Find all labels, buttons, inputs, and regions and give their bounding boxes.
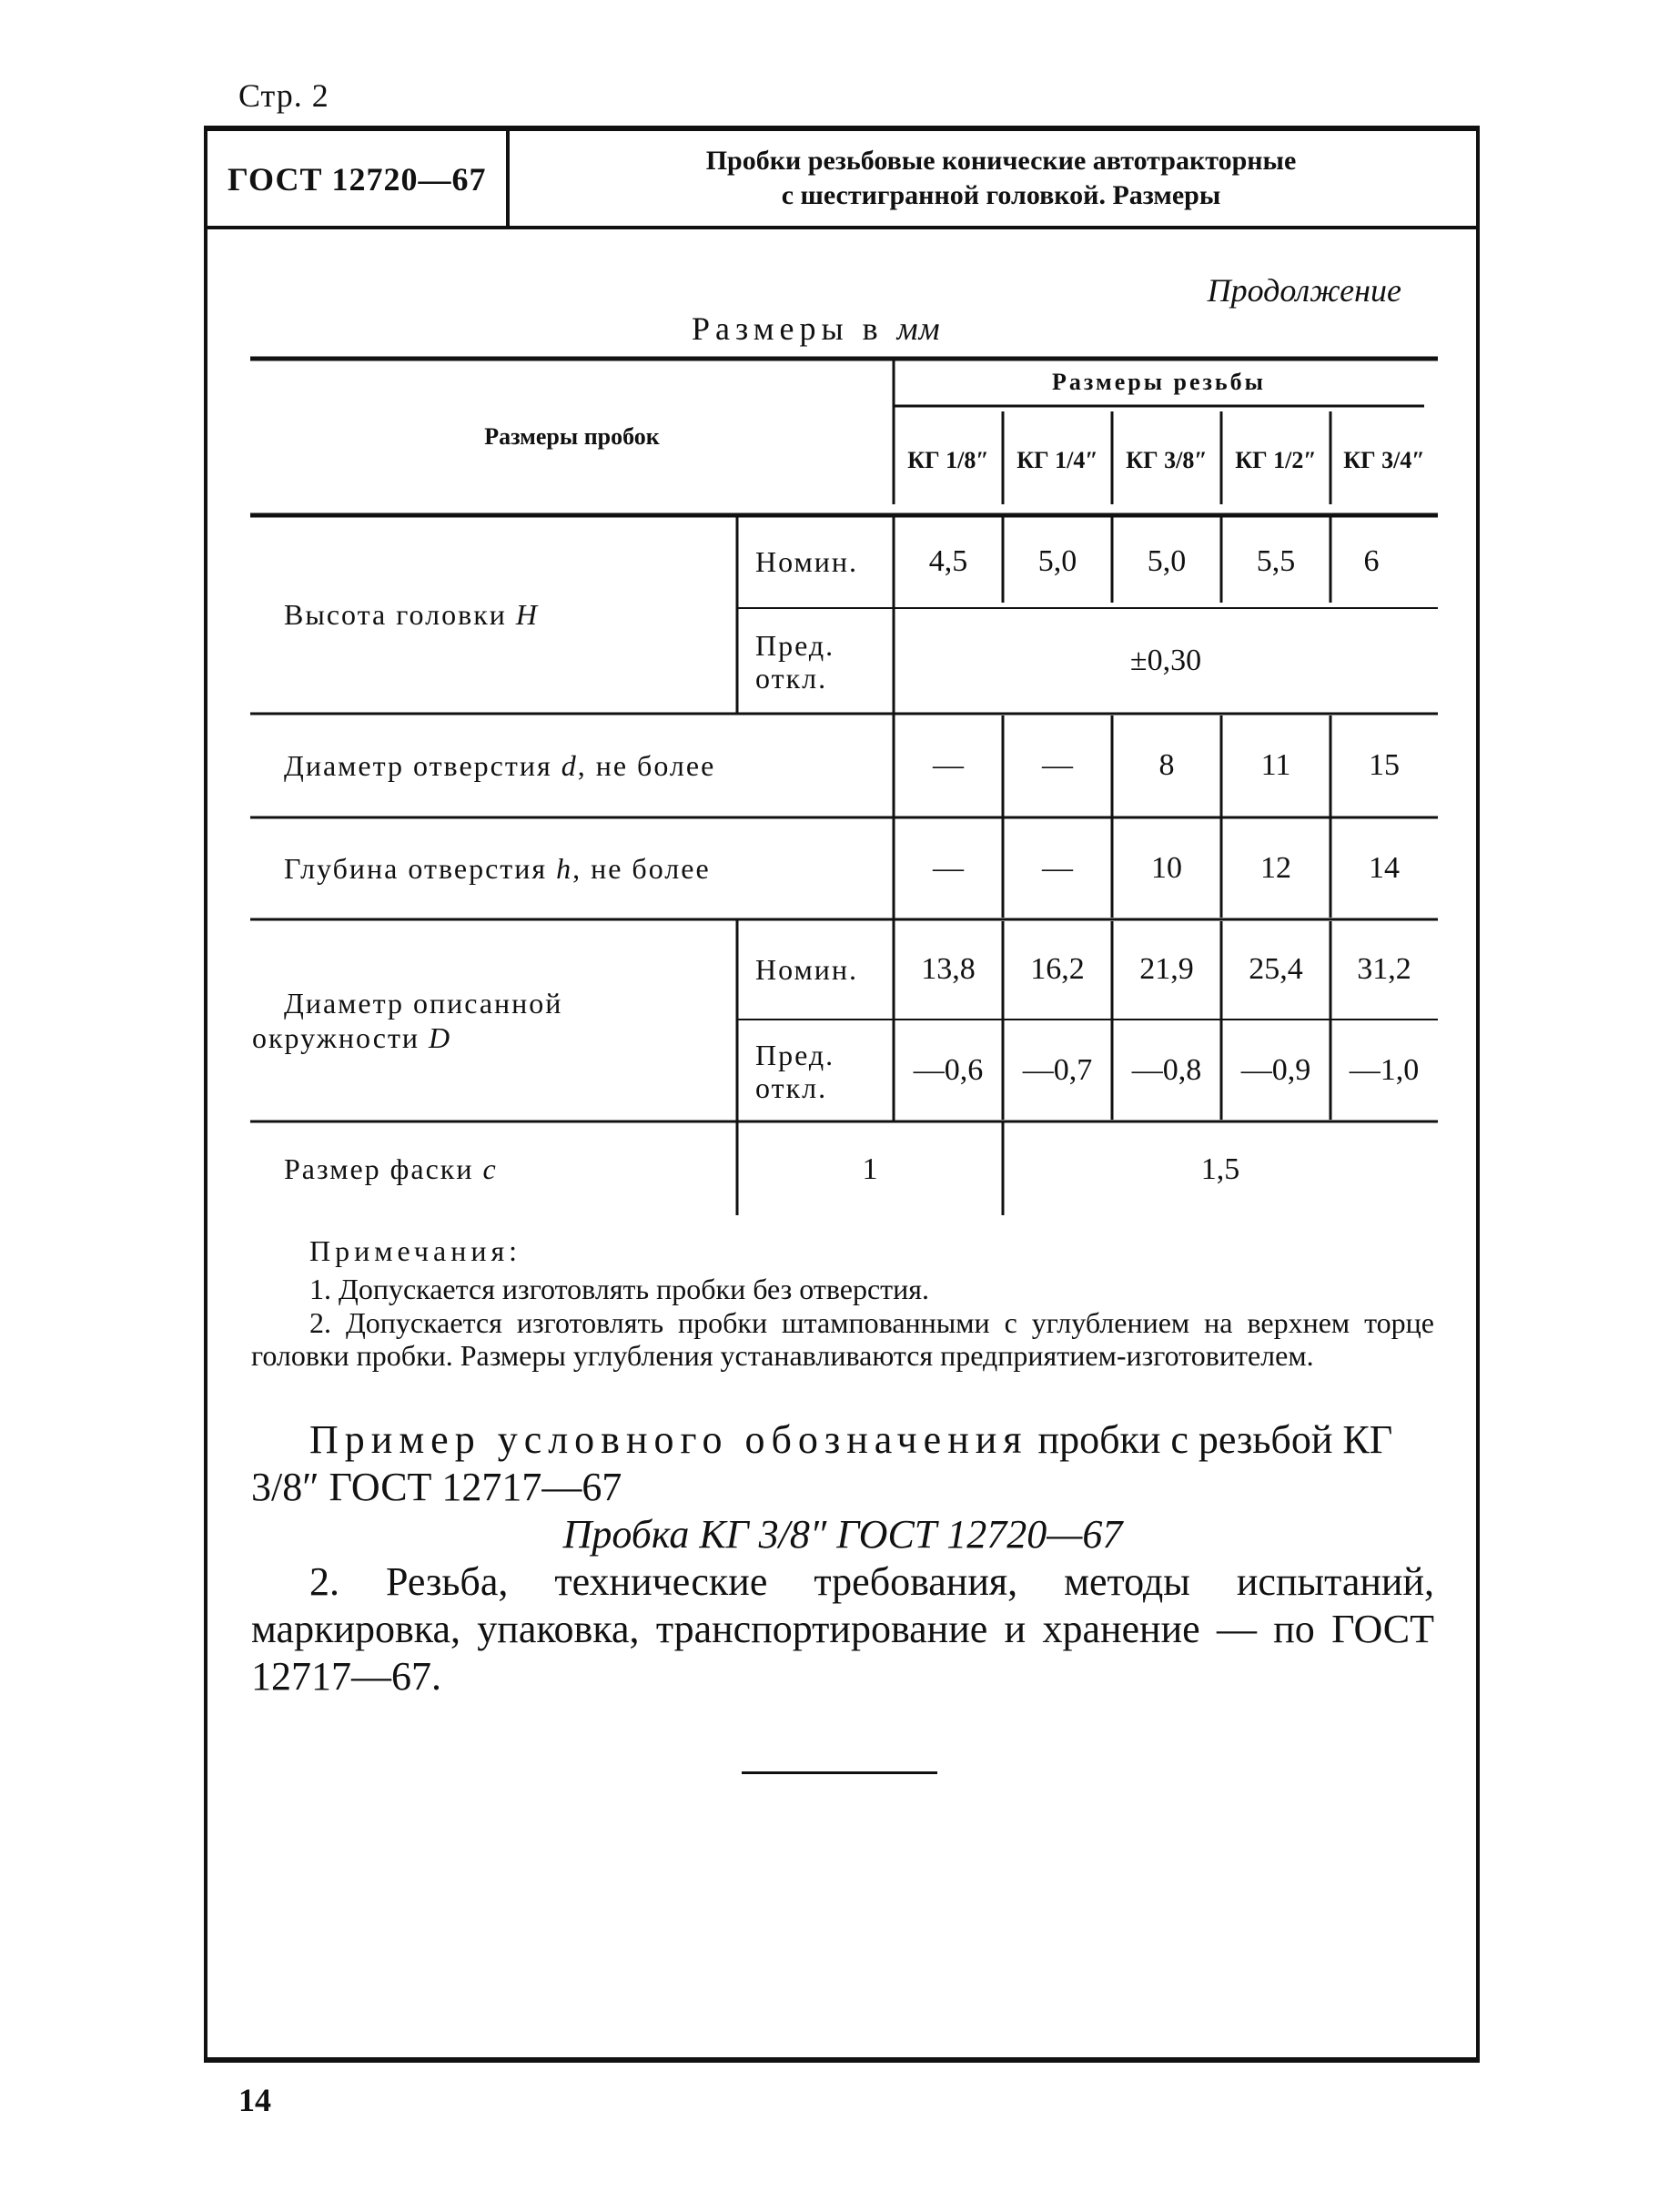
title-line-2: с шестигранной головкой. Размеры <box>781 180 1221 210</box>
table-cell: 5,5 <box>1256 544 1296 578</box>
row-label-text: Глубина отверстия <box>284 851 548 885</box>
table-cell: —1,0 <box>1349 1053 1420 1087</box>
header-vertical-divider <box>506 131 510 226</box>
title-line-1: Пробки резьбовые конические автотракторные <box>705 146 1297 176</box>
table-cell: 15 <box>1369 748 1400 782</box>
row-label-suffix: , не более <box>577 748 716 782</box>
corner-header: Размеры пробок <box>484 423 660 450</box>
clause-2: 2. Резьба, технические требования, методы испытаний, маркировка, упаковка, транспортирование и хранение — по ГОСТ 12717—67. <box>251 1559 1434 1699</box>
row-label-chamfer <box>284 1121 737 1217</box>
units-prefix: Размеры в <box>692 310 884 347</box>
row-symbol: d <box>561 748 578 782</box>
row-symbol: D <box>429 1021 452 1054</box>
designation-example <box>251 1416 1434 1511</box>
row-label-text: Размер фаски <box>284 1152 474 1185</box>
header-divider <box>206 226 1478 229</box>
table-cell: — <box>1042 851 1073 885</box>
page-number: 14 <box>238 2082 271 2118</box>
row-label-head-height <box>284 515 737 714</box>
example-lead: Пример условного обозначения <box>309 1417 1028 1462</box>
table-cell: 1,5 <box>1200 1152 1240 1186</box>
table-cell: 13,8 <box>921 952 976 986</box>
table-cell: — <box>933 748 964 782</box>
row-label-suffix: , не более <box>572 851 711 885</box>
group-header: Размеры резьбы <box>1052 369 1266 395</box>
row-label-line-2: окружности <box>252 1021 420 1054</box>
table-cell: 31,2 <box>1357 952 1411 986</box>
table-cell: —0,9 <box>1240 1053 1311 1087</box>
end-rule <box>742 1771 937 1774</box>
table-cell: 1 <box>862 1152 878 1186</box>
tolerance-label-line-1: Пред. <box>755 629 835 662</box>
row-label-line-1: Диаметр описанной <box>284 987 563 1020</box>
nominal-label: Номин. <box>755 952 858 986</box>
table-cell: 11 <box>1260 748 1291 782</box>
table-cell: 25,4 <box>1249 952 1303 986</box>
row-label-circumscribed-diameter <box>252 919 734 1121</box>
table-cell: 5,0 <box>1147 544 1187 578</box>
table-cell: — <box>1042 748 1073 782</box>
thread-size-header: КГ 1/8″ <box>907 447 989 473</box>
notes-title: Примечания: <box>309 1234 522 1267</box>
example-rest: пробки с резьбой КГ 3/8″ ГОСТ 12717—67 <box>251 1417 1393 1509</box>
table-cell: 4,5 <box>928 544 968 578</box>
head-height-tolerance: ±0,30 <box>1129 644 1202 677</box>
dimensions-table <box>250 355 1438 1220</box>
note-item: 1. Допускается изготовлять пробки без отверстия. <box>309 1273 929 1305</box>
thread-size-header: КГ 3/8″ <box>1126 447 1208 473</box>
continuation-label: Продолжение <box>1207 272 1401 309</box>
units-caption <box>692 309 941 348</box>
document-title <box>546 144 1456 213</box>
row-label-text: Высота головки <box>284 597 507 631</box>
table-cell: 14 <box>1369 851 1400 885</box>
tolerance-label-line-2: откл. <box>755 662 828 695</box>
row-symbol: h <box>556 851 573 885</box>
units-unit: мм <box>896 310 941 347</box>
tolerance-label-line-2: откл. <box>755 1071 828 1104</box>
tolerance-label <box>755 1023 892 1120</box>
gost-code: ГОСТ 12720—67 <box>228 161 487 198</box>
tolerance-label-line-1: Пред. <box>755 1039 835 1071</box>
page-label: Стр. 2 <box>238 77 329 114</box>
note-item: 2. Допускается изготовлять пробки штампованными с углублением на верхнем торце головки пробки. Размеры углубления устанавливаются предприятием-изготовителем. <box>251 1306 1434 1372</box>
row-label-hole-diameter <box>284 714 894 817</box>
table-cell: 10 <box>1151 851 1182 885</box>
table-cell: — <box>933 851 964 885</box>
table-cell: 21,9 <box>1139 952 1194 986</box>
tolerance-label <box>755 612 892 712</box>
thread-size-header: КГ 1/2″ <box>1235 447 1317 473</box>
row-symbol: c <box>482 1152 498 1185</box>
table-cell: —0,6 <box>913 1053 984 1087</box>
row-label-hole-depth <box>284 817 894 919</box>
table-cell: 8 <box>1158 748 1175 782</box>
nominal-label: Номин. <box>755 544 858 578</box>
table-cell: 16,2 <box>1030 952 1085 986</box>
example-designation: Пробка КГ 3/8″ ГОСТ 12720—67 <box>562 1512 1123 1557</box>
table-cell: —0,8 <box>1131 1053 1202 1087</box>
table-cell: —0,7 <box>1022 1053 1093 1087</box>
row-label-text: Диаметр отверстия <box>284 748 552 782</box>
table-cell: 6 <box>1363 544 1380 578</box>
thread-size-header: КГ 3/4″ <box>1343 447 1425 473</box>
table-cell: 5,0 <box>1037 544 1077 578</box>
row-label-line-2-wrap <box>252 1020 451 1055</box>
table-cell: 12 <box>1260 851 1291 885</box>
thread-size-header: КГ 1/4″ <box>1017 447 1098 473</box>
row-symbol: H <box>515 597 539 631</box>
